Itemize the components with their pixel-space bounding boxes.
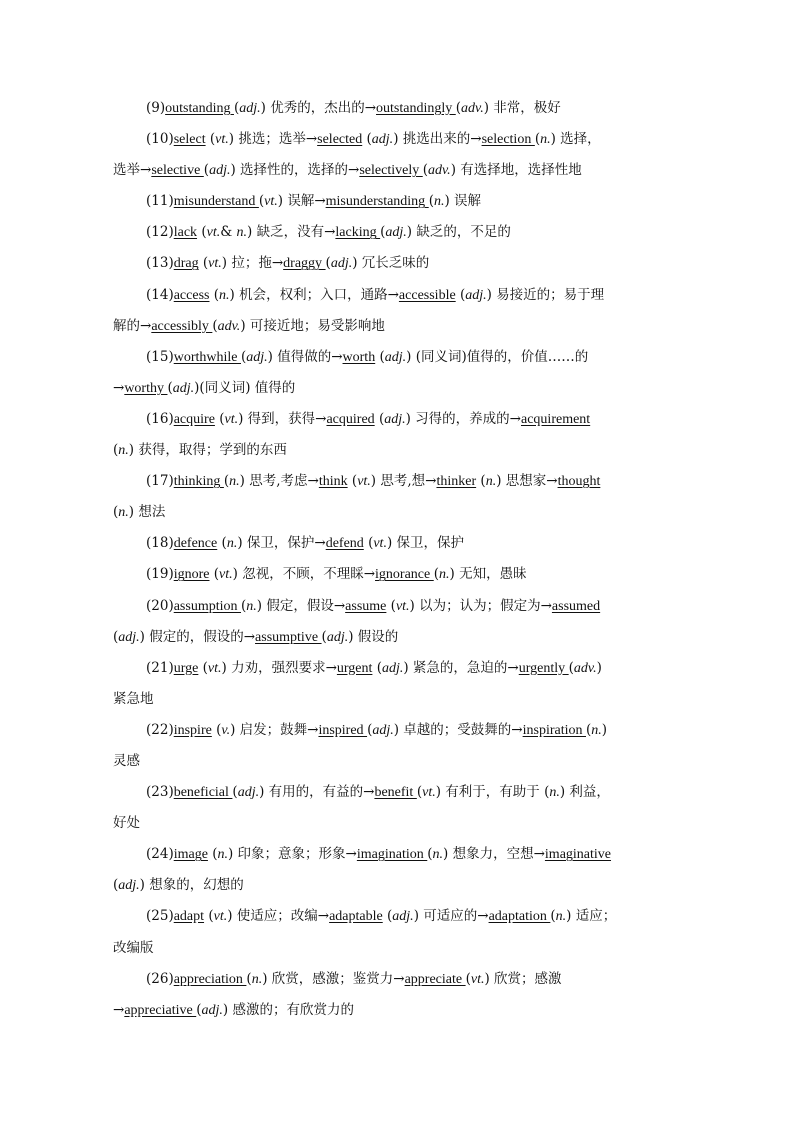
line-text: ) 假定，假设→: [256, 597, 346, 614]
text-line: [113, 497, 685, 528]
line-text: ) 紧急的，急迫的→: [403, 659, 519, 676]
answer-word: draggy: [283, 256, 326, 272]
answer-word: thinker: [436, 474, 477, 490]
line-text: (: [367, 721, 373, 738]
text-line: [113, 311, 685, 342]
line-text: ) 得到，获得→: [238, 410, 327, 427]
part-of-speech: adj.: [118, 878, 140, 894]
line-text: ) 易接近的；易于理: [486, 286, 605, 303]
text-line: [113, 248, 685, 279]
answer-word: urgently: [518, 660, 569, 676]
part-of-speech: vt.: [470, 971, 485, 987]
answer-word: ignorance: [375, 567, 434, 583]
line-text: ) 想象的，幻想的: [139, 877, 244, 894]
answer-word: defence: [173, 536, 218, 552]
part-of-speech: n.: [219, 287, 230, 303]
vocabulary-list: [113, 93, 685, 1026]
line-text: (: [246, 970, 252, 987]
answer-word: misunderstand: [173, 194, 259, 210]
part-of-speech: vt.: [395, 598, 410, 614]
part-of-speech: vt.: [264, 194, 278, 210]
line-text: (: [372, 659, 382, 676]
line-text: (: [212, 317, 218, 334]
line-text: ): [601, 721, 608, 738]
answer-word: ignore: [173, 567, 210, 583]
line-text: ) 欣赏；感激: [484, 970, 562, 987]
line-text: ) 优秀的，杰出的→: [260, 100, 377, 116]
answer-word: inspired: [318, 722, 368, 738]
part-of-speech: n.: [217, 847, 228, 863]
answer-word: imagination: [356, 847, 428, 863]
answer-word: urge: [173, 660, 199, 676]
line-text: 改编版: [113, 939, 154, 956]
line-text: ) 利益，: [559, 784, 610, 801]
answer-word: assume: [345, 598, 387, 614]
line-text: (: [209, 286, 220, 303]
text-line: [113, 155, 685, 186]
text-line: [113, 591, 685, 622]
answer-word: appreciative: [124, 1002, 197, 1018]
part-of-speech: adj.: [385, 225, 407, 241]
answer-word: lack: [173, 225, 198, 241]
answer-word: assumption: [173, 598, 241, 614]
part-of-speech: v.: [221, 722, 231, 738]
line-text: (: [204, 908, 214, 925]
part-of-speech: n.: [251, 971, 263, 987]
part-of-speech: adj.: [118, 629, 140, 645]
line-text: (: [534, 131, 541, 148]
line-text: (22): [146, 721, 174, 738]
answer-word: selected: [317, 132, 363, 148]
line-text: (: [416, 784, 423, 801]
line-text: (17): [146, 473, 174, 490]
line-text: (21): [146, 659, 174, 676]
line-text: ) 值得做的→: [267, 348, 343, 365]
line-text: ) 有利于，有助于 (: [435, 784, 550, 801]
part-of-speech: adj.: [330, 256, 353, 272]
part-of-speech: n.: [246, 598, 257, 614]
part-of-speech: vt.: [373, 536, 387, 552]
line-text: (: [232, 784, 238, 801]
line-text: ) 思考,想→: [370, 473, 437, 490]
part-of-speech: n.: [118, 443, 129, 459]
text-line: [113, 777, 685, 808]
answer-word: selection: [481, 132, 535, 148]
line-text: (: [198, 659, 208, 676]
part-of-speech: adv.: [217, 318, 241, 334]
answer-word: think: [318, 474, 348, 490]
line-text: (: [465, 970, 471, 987]
line-text: (: [455, 286, 466, 303]
line-text: (16): [146, 410, 174, 427]
line-text: (: [205, 131, 216, 148]
line-text: ) (同义词)值得的，价值……的: [406, 348, 589, 365]
line-text: ) 想法: [128, 504, 166, 521]
line-text: (: [427, 846, 433, 863]
part-of-speech: n.: [226, 536, 238, 552]
text-line: [113, 217, 685, 248]
text-line: [113, 653, 685, 684]
line-text: (: [386, 597, 396, 614]
line-text: ) 习得的，养成的→: [405, 410, 521, 427]
line-text: (: [382, 908, 393, 925]
line-text: (14): [146, 286, 174, 303]
part-of-speech: vt.: [215, 132, 229, 148]
text-line: [113, 901, 685, 932]
answer-word: assumptive: [255, 629, 322, 645]
line-text: (: [211, 721, 222, 738]
text-line: [113, 404, 685, 435]
line-text: 紧急地: [113, 690, 154, 707]
part-of-speech: adv.: [461, 101, 484, 116]
line-text: ) 误解→: [277, 193, 326, 210]
line-text: ) 假设的: [348, 628, 399, 645]
part-of-speech: vt.: [357, 474, 371, 490]
line-text: (: [217, 535, 227, 552]
answer-word: urgent: [336, 660, 373, 676]
text-line: [113, 124, 685, 155]
text-line: [113, 93, 685, 124]
line-text: ) 可接近地；易受影响地: [240, 317, 385, 334]
part-of-speech: adj.: [172, 380, 195, 396]
text-line: [113, 808, 685, 839]
text-line: [113, 528, 685, 559]
answer-word: selective: [151, 163, 204, 179]
line-text: (: [550, 908, 556, 925]
text-line: [113, 870, 685, 901]
answer-word: access: [173, 287, 210, 303]
part-of-speech: adj.: [384, 349, 407, 365]
line-text: ) 使适应；改编→: [227, 908, 330, 925]
answer-word: adaptation: [488, 909, 551, 925]
line-text: ) 可适应的→: [413, 908, 489, 925]
line-text: (11): [146, 193, 174, 210]
answer-word: select: [173, 132, 206, 148]
line-text: (10): [146, 131, 174, 148]
answer-word: worthwhile: [173, 349, 241, 365]
line-text: ) 无知，愚昧: [449, 566, 527, 583]
part-of-speech: n.: [485, 474, 497, 490]
part-of-speech: adj.: [465, 287, 487, 303]
text-line: [113, 466, 685, 497]
line-text: ) 缺乏的，不足的: [406, 224, 511, 241]
line-text: (: [203, 162, 210, 179]
line-text: (19): [146, 566, 174, 583]
line-text: (: [476, 473, 486, 490]
line-text: (26): [146, 970, 174, 987]
line-text: )(同义词) 值得的: [194, 379, 296, 396]
answer-word: accessible: [398, 287, 456, 303]
line-text: (: [455, 100, 462, 116]
line-text: (: [233, 100, 240, 116]
text-line: [113, 964, 685, 995]
answer-word: acquirement: [521, 411, 591, 427]
line-text: 好处: [113, 815, 140, 832]
answer-word: drag: [173, 256, 199, 272]
line-text: (18): [146, 535, 174, 552]
part-of-speech: adj.: [239, 101, 261, 116]
part-of-speech: adv.: [573, 660, 597, 676]
answer-word: beneficial: [173, 785, 233, 801]
answer-word: adapt: [173, 909, 205, 925]
part-of-speech: adj.: [384, 411, 406, 427]
line-text: 解的→: [113, 317, 152, 334]
line-text: (: [113, 442, 119, 459]
part-of-speech: adj.: [326, 629, 349, 645]
part-of-speech: n.: [433, 194, 445, 210]
line-text: (25): [146, 908, 174, 925]
line-text: →: [113, 1001, 125, 1018]
line-text: ) 冗长乏味的: [352, 255, 430, 272]
line-text: (12): [146, 224, 174, 241]
part-of-speech: adj.: [371, 132, 394, 148]
part-of-speech: vt.: [219, 567, 233, 583]
line-text: ) 挑选出来的→: [393, 131, 482, 148]
line-text: (: [428, 193, 434, 210]
text-line: [113, 622, 685, 653]
line-text: →: [113, 379, 125, 396]
line-text: (: [241, 597, 247, 614]
line-text: (: [198, 255, 209, 272]
line-text: (: [209, 566, 220, 583]
answer-word: thought: [557, 474, 601, 490]
answer-word: appreciation: [173, 971, 247, 987]
part-of-speech: n.: [432, 847, 444, 863]
line-text: (: [113, 504, 119, 521]
line-text: (: [207, 846, 218, 863]
answer-word: worthy: [124, 380, 168, 396]
line-text: (: [374, 410, 385, 427]
line-text: (: [214, 410, 225, 427]
answer-word: inspire: [173, 722, 212, 738]
line-text: ) 以为；认为；假定为→: [409, 597, 552, 614]
answer-word: imaginative: [544, 847, 612, 863]
part-of-speech: n.: [591, 722, 602, 738]
text-line: [113, 746, 685, 777]
line-text: (: [380, 224, 386, 241]
text-line: [113, 839, 685, 870]
part-of-speech: adj.: [209, 163, 231, 179]
text-line: [113, 715, 685, 746]
answer-word: inspiration: [522, 722, 586, 738]
part-of-speech: n.: [549, 785, 560, 801]
line-text: (9): [146, 100, 166, 116]
line-text: ) 卓越的；受鼓舞的→: [393, 721, 523, 738]
part-of-speech: n.: [439, 567, 450, 583]
line-text: 选举→: [113, 162, 152, 179]
text-line: [113, 373, 685, 404]
part-of-speech: adj.: [246, 349, 268, 365]
line-text: (: [325, 255, 331, 272]
answer-word: accessibly: [151, 318, 213, 334]
line-text: (: [375, 348, 385, 365]
line-text: ) 误解: [444, 193, 482, 210]
part-of-speech: adv.: [428, 163, 451, 179]
answer-word: benefit: [374, 785, 417, 801]
line-text: 灵感: [113, 752, 140, 769]
answer-word: outstanding: [165, 101, 234, 116]
part-of-speech: vt.: [208, 256, 222, 272]
answer-word: acquire: [173, 411, 215, 427]
answer-word: selectively: [359, 163, 423, 179]
part-of-speech: n.: [118, 505, 129, 521]
line-text: (: [422, 162, 428, 179]
text-line: [113, 933, 685, 964]
answer-word: assumed: [551, 598, 601, 614]
line-text: ) 力劝，强烈要求→: [221, 659, 337, 676]
line-text: (: [113, 628, 119, 645]
line-text: (: [433, 566, 440, 583]
line-text: (: [258, 193, 265, 210]
part-of-speech: vt.: [213, 909, 228, 925]
answer-word: worth: [342, 349, 376, 365]
line-text: ) 思考,考虑→: [239, 473, 319, 490]
part-of-speech: n.: [229, 474, 240, 490]
line-text: (: [113, 877, 119, 894]
line-text: (: [196, 1001, 202, 1018]
line-text: ) 感激的；有欣赏力的: [222, 1001, 354, 1018]
line-text: ) 获得，取得；学到的东西: [128, 442, 287, 459]
line-text: ) 非常，极好: [483, 100, 561, 116]
line-text: ) 假定的，假设的→: [139, 628, 256, 645]
part-of-speech: adj.: [381, 660, 404, 676]
part-of-speech: vt.: [224, 411, 239, 427]
line-text: ) 缺乏，没有→: [247, 224, 336, 241]
line-text: ) 有选择地，选择性地: [450, 162, 582, 179]
part-of-speech: adj.: [201, 1002, 223, 1018]
line-text: (: [363, 535, 374, 552]
part-of-speech: adj.: [372, 722, 394, 738]
answer-word: outstandingly: [376, 101, 456, 116]
answer-word: lacking: [335, 225, 381, 241]
line-text: (: [321, 628, 327, 645]
line-text: ) 选择，: [550, 131, 601, 148]
text-line: [113, 995, 685, 1026]
text-line: [113, 559, 685, 590]
text-line: [113, 435, 685, 466]
text-line: [113, 280, 685, 311]
line-text: (: [586, 721, 592, 738]
text-line: [113, 186, 685, 217]
line-text: (: [197, 224, 207, 241]
line-text: (20): [146, 597, 174, 614]
line-text: &: [220, 224, 237, 241]
line-text: (15): [146, 348, 174, 365]
line-text: (: [240, 348, 247, 365]
answer-word: appreciate: [404, 971, 466, 987]
line-text: ) 选择性的，选择的→: [230, 162, 360, 179]
text-line: [113, 684, 685, 715]
line-text: (13): [146, 255, 174, 272]
line-text: (: [568, 659, 574, 676]
line-text: (: [223, 473, 230, 490]
answer-word: misunderstanding: [325, 194, 429, 210]
line-text: ) 欣赏，感激；鉴赏力→: [262, 970, 405, 987]
text-line: [113, 342, 685, 373]
answer-word: acquired: [326, 411, 375, 427]
part-of-speech: vt.: [206, 225, 221, 241]
part-of-speech: n.: [555, 909, 567, 925]
part-of-speech: n.: [236, 225, 248, 241]
line-text: ) 保卫，保护: [386, 535, 465, 552]
part-of-speech: vt.: [207, 660, 222, 676]
answer-word: thinking: [173, 474, 224, 490]
line-text: (: [347, 473, 358, 490]
line-text: ) 挑选；选举→: [228, 131, 318, 148]
line-text: ) 印象；意象；形象→: [228, 846, 357, 863]
line-text: ) 有用的，有益的→: [259, 784, 375, 801]
line-text: (: [167, 379, 173, 396]
answer-word: adaptable: [329, 909, 383, 925]
part-of-speech: adj.: [237, 785, 260, 801]
line-text: ) 拉；拖→: [221, 255, 284, 272]
line-text: ) 启发；鼓舞→: [230, 721, 319, 738]
line-text: ) 想象力，空想→: [443, 846, 545, 863]
line-text: (: [362, 131, 372, 148]
answer-word: image: [173, 847, 208, 863]
part-of-speech: vt.: [422, 785, 436, 801]
part-of-speech: adj.: [392, 909, 414, 925]
line-text: ): [596, 659, 602, 676]
line-text: ) 保卫，保护→: [237, 535, 326, 552]
line-text: ) 适应；: [566, 908, 617, 925]
line-text: (23): [146, 784, 174, 801]
part-of-speech: n.: [540, 132, 551, 148]
line-text: ) 机会，权利；入口，通路→: [229, 286, 399, 303]
line-text: ) 忽视，不顾，不理睬→: [232, 566, 376, 583]
line-text: ) 思想家→: [496, 473, 558, 490]
answer-word: defend: [325, 536, 364, 552]
line-text: (24): [146, 846, 174, 863]
